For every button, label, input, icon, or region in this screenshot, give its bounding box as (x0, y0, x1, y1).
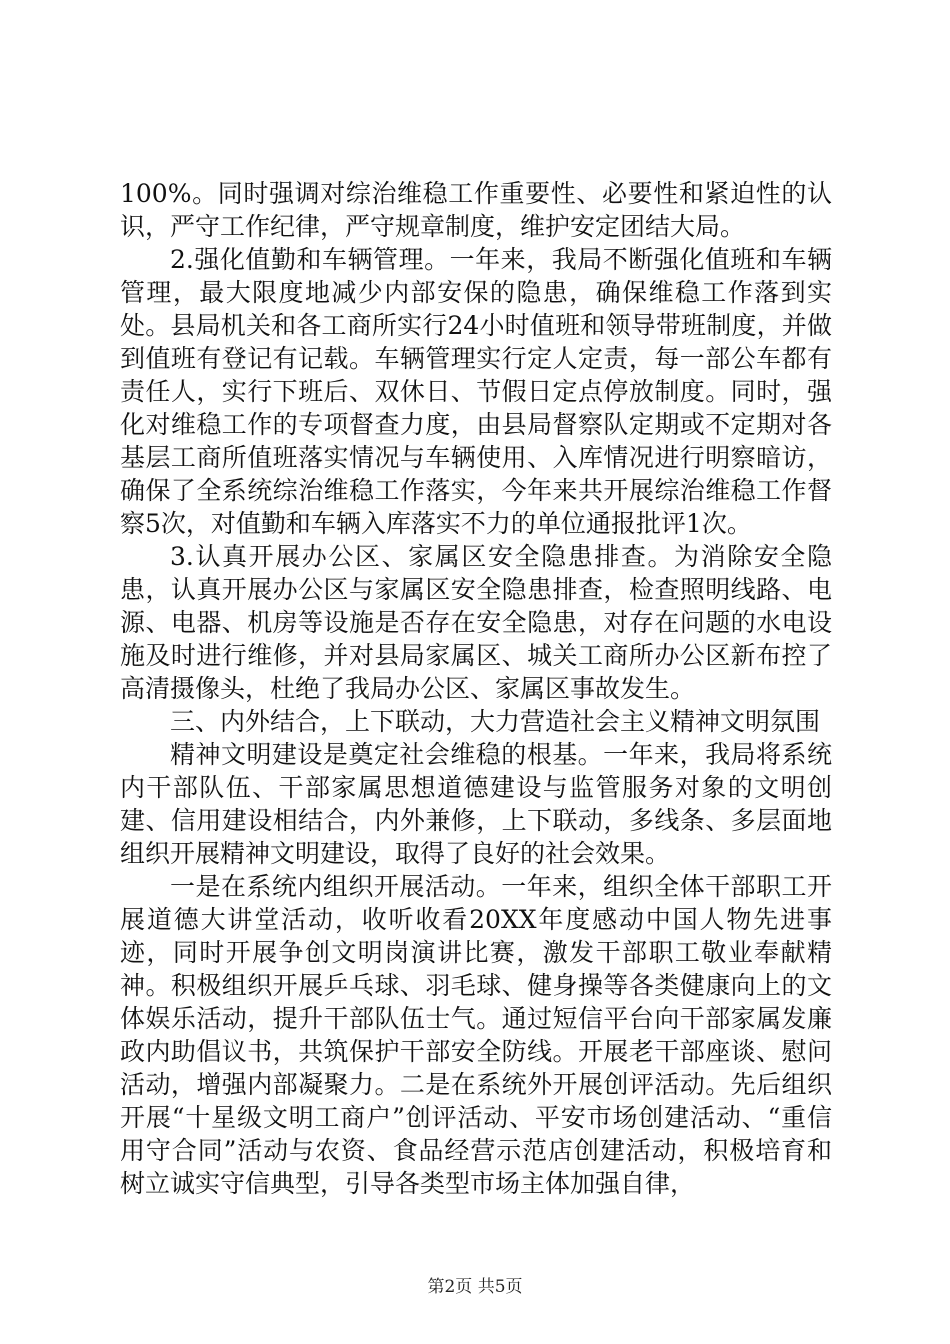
page-footer: 第2页 共5页 (427, 1277, 523, 1297)
paragraph-duty-vehicle-management: 2.强化值勤和车辆管理。一年来，我局不断强化值班和车辆管理，最大限度地减少内部安保的隐患，确保维稳工作落到实处。县局机关和各工商所实行24小时值班和领导带班制度，并做到值班有登记有记载。车辆管理实行定人定责，每一部公车都有责任人，实行下班后、双休日、节假日定点停放制度。同时，强化对维稳工作的专项督查力度，由县局督察队定期或不定期对各基层工商所值班落实情况与车辆使用、入库情况进行明察暗访，确保了全系统综治维稳工作落实，今年来共开展综治维稳工作督察5次，对值勤和车辆入库落实不力的单位通报批评1次。 (120, 245, 832, 538)
paragraph-spiritual-civilization: 精神文明建设是奠定社会维稳的根基。一年来，我局将系统内干部队伍、干部家属思想道德建设与监管服务对象的文明创建、信用建设相结合，内外兼修，上下联动，多线条、多层面地组织开展精神文明建设，取得了良好的社会效果。 (120, 740, 832, 868)
paragraph-activities: 一是在系统内组织开展活动。一年来，组织全体干部职工开展道德大讲堂活动，收听收看20XX年度感动中国人物先进事迹，同时开展争创文明岗演讲比赛，激发干部职工敬业奉献精神。积极组织开展乒乓球、羽毛球、健身操等各类健康向上的文体娱乐活动，提升干部队伍士气。通过短信平台向干部家属发廉政内助倡议书，共筑保护干部安全防线。开展老干部座谈、慰问活动，增强内部凝聚力。二是在系统外开展创评活动。先后组织开展“十星级文明工商户”创评活动、平安市场创建活动、“重信用守合同”活动与农资、食品经营示范店创建活动，积极培育和树立诚实守信典型，引导各类型市场主体加强自律， (120, 872, 832, 1198)
document-body (120, 177, 832, 1200)
paragraph-continuation: 100%。同时强调对综治维稳工作重要性、必要性和紧迫性的认识，严守工作纪律，严守规章制度，维护安定团结大局。 (120, 179, 832, 241)
paragraph-safety-inspection: 3.认真开展办公区、家属区安全隐患排查。为消除安全隐患，认真开展办公区与家属区安全隐患排查，检查照明线路、电源、电器、机房等设施是否存在安全隐患，对存在问题的水电设施及时进行维修，并对县局家属区、城关工商所办公区新布控了高清摄像头，杜绝了我局办公区、家属区事故发生。 (120, 542, 832, 703)
section-heading-three: 三、内外结合，上下联动，大力营造社会主义精神文明氛围 (170, 707, 821, 736)
